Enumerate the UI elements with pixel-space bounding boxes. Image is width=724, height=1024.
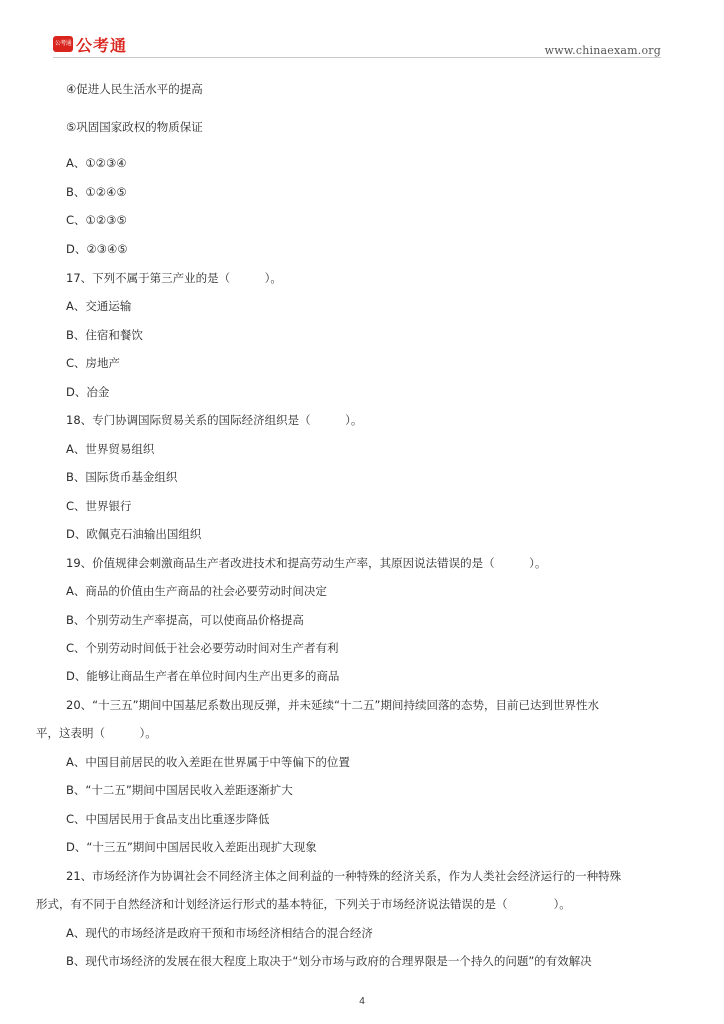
q20-option-c: C、中国居民用于食品支出比重逐步降低: [66, 812, 270, 826]
statement-5: ⑤巩固国家政权的物质保证: [66, 120, 203, 134]
q20-option-b: B、“十二五”期间中国居民收入差距逐渐扩大: [66, 783, 293, 797]
q16-option-a: A、①②③④: [66, 156, 127, 170]
q16-option-c: C、①②③⑤: [66, 213, 127, 227]
q19-option-b: B、个别劳动生产率提高，可以使商品价格提高: [66, 613, 304, 627]
q17-option-c: C、房地产: [66, 356, 121, 370]
q18-option-d: D、欧佩克石油输出国组织: [66, 527, 202, 541]
q20-option-d: D、“十三五”期间中国居民收入差距出现扩大现象: [66, 840, 317, 854]
q16-option-b: B、①②④⑤: [66, 185, 127, 199]
q17-option-a: A、交通运输: [66, 299, 132, 313]
site-url[interactable]: www.chinaexam.org: [544, 44, 661, 57]
q19-option-c: C、个别劳动时间低于社会必要劳动时间对生产者有利: [66, 641, 339, 655]
question-19: 19、价值规律会刺激商品生产者改进技术和提高劳动生产率，其原因说法错误的是（ ）。: [66, 556, 547, 570]
question-20-line-2: 平，这表明（ ）。: [36, 726, 157, 740]
question-20-line-1: 20、“十三五”期间中国基尼系数出现反弹，并未延续“十二五”期间持续回落的态势，目前已达到世界性水: [66, 698, 599, 712]
q20-option-a: A、中国目前居民的收入差距在世界属于中等偏下的位置: [66, 755, 350, 769]
q16-option-d: D、②③④⑤: [66, 242, 128, 256]
logo-icon: 公考通: [53, 36, 73, 52]
q18-option-a: A、世界贸易组织: [66, 442, 155, 456]
question-17: 17、下列不属于第三产业的是（ ）。: [66, 271, 282, 285]
question-21-line-2: 形式，有不同于自然经济和计划经济运行形式的基本特征，下列关于市场经济说法错误的是（ ）。: [36, 897, 571, 911]
q19-option-a: A、商品的价值由生产商品的社会必要劳动时间决定: [66, 584, 327, 598]
page-number: 4: [359, 996, 365, 1007]
q21-option-b: B、现代市场经济的发展在很大程度上取决于“划分市场与政府的合理界限是一个持久的问题”的有效解决: [66, 954, 592, 968]
q21-option-a: A、现代的市场经济是政府干预和市场经济相结合的混合经济: [66, 926, 373, 940]
q19-option-d: D、能够让商品生产者在单位时间内生产出更多的商品: [66, 669, 340, 683]
q18-option-c: C、世界银行: [66, 499, 132, 513]
logo-text: 公考通: [76, 35, 128, 55]
q17-option-d: D、冶金: [66, 385, 110, 399]
q18-option-b: B、国际货币基金组织: [66, 470, 178, 484]
question-21-line-1: 21、市场经济作为协调社会不同经济主体之间利益的一种特殊的经济关系，作为人类社会经济运行的一种特殊: [66, 869, 622, 883]
statement-4: ④促进人民生活水平的提高: [66, 82, 203, 96]
q17-option-b: B、住宿和餐饮: [66, 328, 143, 342]
question-18: 18、专门协调国际贸易关系的国际经济组织是（ ）。: [66, 413, 363, 427]
